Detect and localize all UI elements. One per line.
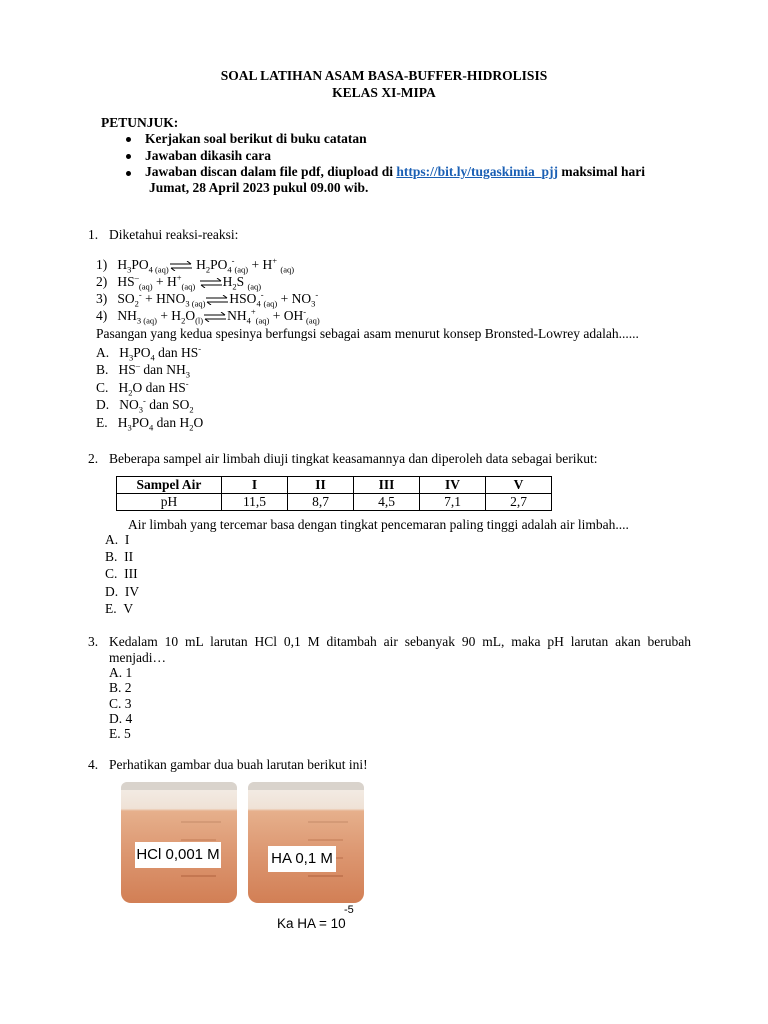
table-header-cell: Sampel Air <box>117 477 222 494</box>
q1-stem: Diketahui reaksi-reaksi: <box>109 227 239 242</box>
q2-number: 2. <box>88 451 99 466</box>
ph-data-table <box>116 476 552 511</box>
table-cell: pH <box>117 494 222 511</box>
q2-option-b: B. II <box>105 549 134 564</box>
beaker-hcl-label: HCl 0,001 M <box>135 842 221 868</box>
document-title: SOAL LATIHAN ASAM BASA-BUFFER-HIDROLISIS <box>220 68 548 83</box>
table-header-cell: III <box>354 477 420 494</box>
bullet-icon <box>126 154 131 159</box>
q1-option-c: C. $H_2O$ dan HS- <box>96 378 189 398</box>
bullet-icon <box>126 171 131 176</box>
q1-option-a: A. $H_3PO_4$ dan HS- <box>96 343 202 363</box>
q1-reaction-4: 4) $NH_{3 (aq)} + H_2O_{(l)}$ $NH_4^+_{(aq)} + OH^-_{(aq)}$ <box>96 306 320 326</box>
q1-option-b: B. HS– dan $NH_3$ <box>96 360 191 380</box>
table-header-row <box>117 477 552 494</box>
instruction-item-3-suffix: maksimal hari <box>561 164 645 179</box>
q2-option-c: C. III <box>105 566 138 581</box>
q3-stem-line1: Kedalam 10 mL larutan HCl 0,1 M ditambah air sebanyak 90 mL, maka pH larutan akan berubah <box>109 634 691 649</box>
q1-option-d: D. $NO_3^-$ dan $SO_2$ <box>96 395 194 415</box>
q3-option-b: B. 2 <box>109 680 132 695</box>
q2-option-d: D. IV <box>105 584 140 599</box>
beaker-ha-image <box>248 782 364 903</box>
q3-option-e: E. 5 <box>109 726 131 741</box>
table-row <box>117 494 552 511</box>
bullet-icon <box>126 137 131 142</box>
table-header-cell: I <box>222 477 288 494</box>
q3-option-a: A. 1 <box>109 665 133 680</box>
q3-number: 3. <box>88 634 99 649</box>
q2-option-a: A. I <box>105 532 130 547</box>
q1-reaction-2: 2) $HS^-_{(aq)} + H^+_{(aq)}$ $H_2S$ $_{(aq)}$ <box>96 272 262 292</box>
instruction-item-1: Kerjakan soal berikut di buku catatan <box>145 131 367 146</box>
ka-value: Ka HA = 10 <box>277 916 346 931</box>
table-header-cell: IV <box>420 477 486 494</box>
beaker-hcl-image <box>121 782 237 903</box>
q3-option-d: D. 4 <box>109 711 133 726</box>
instructions-heading: PETUNJUK: <box>101 115 179 130</box>
table-header-cell: II <box>288 477 354 494</box>
instruction-item-3 <box>145 164 645 180</box>
equilibrium-arrow-icon <box>203 312 227 322</box>
q4-stem: Perhatikan gambar dua buah larutan berikut ini! <box>109 757 368 772</box>
q2-question: Air limbah yang tercemar basa dengan tingkat pencemaran paling tinggi adalah air limbah.... <box>128 517 629 532</box>
q1-reaction-3: 3) $SO_2^- + HNO_{3 (aq)}$ $HSO_4^-_{(aq)} + NO_3^-$ <box>96 289 319 309</box>
instruction-item-3-line2: Jumat, 28 April 2023 pukul 09.00 wib. <box>149 180 369 195</box>
equilibrium-arrow-icon <box>205 295 229 305</box>
ka-exponent: -5 <box>344 904 354 916</box>
instruction-item-3-prefix: Jawaban discan dalam file pdf, diupload di <box>145 164 393 179</box>
table-cell: 2,7 <box>486 494 552 511</box>
q2-option-e: E. V <box>105 601 134 616</box>
q3-option-c: C. 3 <box>109 696 132 711</box>
table-header-cell: V <box>486 477 552 494</box>
q1-reaction-1: 1) $H_3PO_{4 (aq)}$ $H_2PO_4^-_{(aq)} + H^+$ $_{(aq)}$ <box>96 255 295 275</box>
document-subtitle: KELAS XI-MIPA <box>332 85 436 100</box>
q1-option-e: E. $H_3PO_4$ dan $H_2O$ <box>96 415 204 433</box>
table-cell: 8,7 <box>288 494 354 511</box>
q2-stem: Beberapa sampel air limbah diuji tingkat keasamannya dan diperoleh data sebagai berikut: <box>109 451 598 466</box>
table-cell: 4,5 <box>354 494 420 511</box>
beaker-ha-label: HA 0,1 M <box>268 846 336 872</box>
table-cell: 11,5 <box>222 494 288 511</box>
q3-stem-line2: menjadi… <box>109 650 166 665</box>
q1-question: Pasangan yang kedua spesinya berfungsi sebagai asam menurut konsep Bronsted-Lowrey adalah...... <box>96 326 639 341</box>
table-cell: 7,1 <box>420 494 486 511</box>
q4-number: 4. <box>88 757 99 772</box>
beaker-graduation-marks <box>248 782 364 903</box>
instruction-item-2: Jawaban dikasih cara <box>145 148 272 163</box>
equilibrium-arrow-icon <box>199 278 223 288</box>
equilibrium-arrow-icon <box>169 261 193 271</box>
upload-link[interactable]: https://bit.ly/tugaskimia_pjj <box>396 164 558 179</box>
q1-number: 1. <box>88 227 99 242</box>
